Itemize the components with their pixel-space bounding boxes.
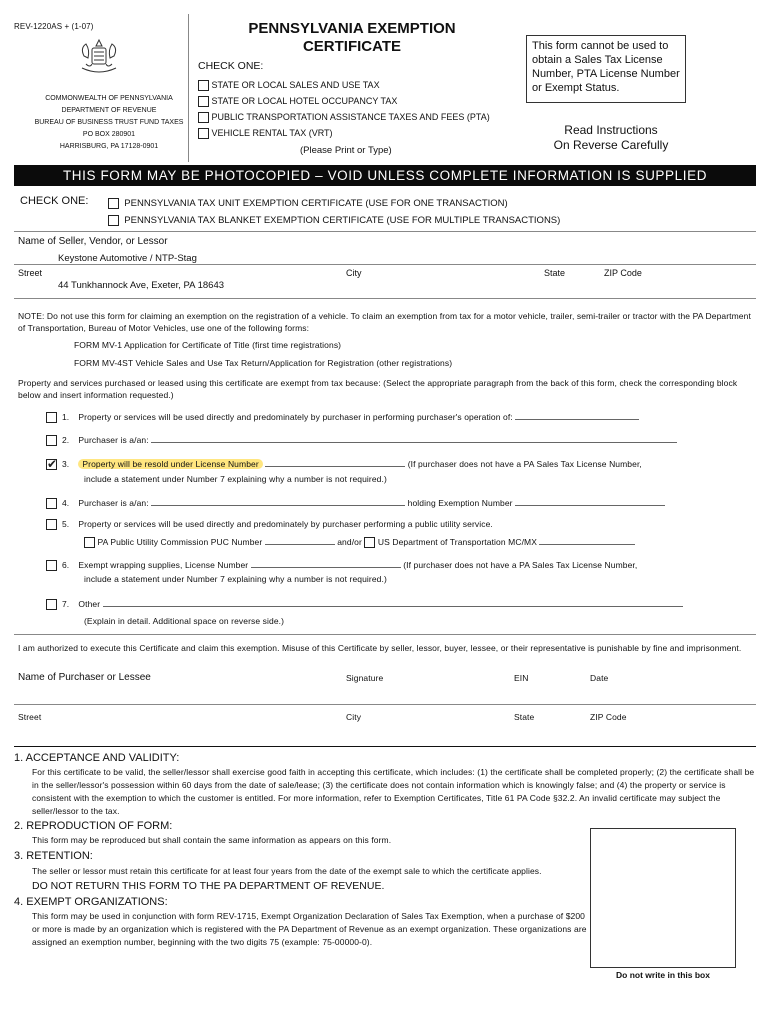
reason-1 xyxy=(46,410,756,423)
agency-line: BUREAU OF BUSINESS TRUST FUND TAXES xyxy=(34,119,184,126)
divider xyxy=(14,634,756,635)
reason-text: holding Exemption Number xyxy=(407,498,513,508)
office-use-box xyxy=(590,828,736,968)
exemption-number-field[interactable] xyxy=(515,496,665,506)
instruction-heading-text: RETENTION: xyxy=(26,850,93,862)
cert-type-option[interactable] xyxy=(108,195,560,212)
instruction-number: 1. xyxy=(14,752,24,764)
instruction-heading-3 xyxy=(14,850,588,862)
header-divider xyxy=(188,14,189,162)
reason-number: 1. xyxy=(61,412,70,422)
operation-field[interactable] xyxy=(515,410,639,420)
notice-box: This form cannot be used to obtain a Sales Tax License Number, PTA License Number or Exempt Status. xyxy=(526,35,686,103)
reason-5 xyxy=(46,519,756,530)
reason-number: 5. xyxy=(61,519,70,529)
reason-text-highlighted: Property will be resold under License Number xyxy=(78,459,262,469)
title-line-2: CERTIFICATE xyxy=(302,38,402,55)
reason-7-note: (Explain in detail. Additional space on reverse side.) xyxy=(84,616,285,626)
checkbox[interactable] xyxy=(84,537,95,548)
do-not-return-notice: DO NOT RETURN THIS FORM TO THE PA DEPARTMENT OF REVENUE. xyxy=(32,880,385,892)
tax-type-label: STATE OR LOCAL HOTEL OCCUPANCY TAX xyxy=(211,96,398,106)
purchaser-type-field-2[interactable] xyxy=(151,496,405,506)
reason-4 xyxy=(46,496,756,509)
check-one-label-2: CHECK ONE: xyxy=(20,195,89,207)
reason-text: (If purchaser does not have a PA Sales Tax License Number, xyxy=(403,560,638,570)
reason-number: 3. xyxy=(61,459,70,469)
reason-6 xyxy=(46,558,756,571)
purchaser-city-label: City xyxy=(346,712,362,722)
instruction-heading-4 xyxy=(14,896,588,908)
tax-type-label: STATE OR LOCAL SALES AND USE TAX xyxy=(211,80,380,90)
note-text: NOTE: Do not use this form for claiming an exemption on the registration of a vehicle. To claim an exemption from tax for a motor vehicle, trailer, semi-trailer or tractor with the PA Department of Transportation, Bureau of Motor Vehicles, use one of the following forms: xyxy=(18,311,751,333)
print-note: (Please Print or Type) xyxy=(300,145,392,156)
seller-name-label: Name of Seller, Vendor, or Lessor xyxy=(18,236,168,247)
agency-line: COMMONWEALTH OF PENNSYLVANIA xyxy=(45,95,173,102)
checkbox[interactable] xyxy=(198,128,209,139)
reason-3 xyxy=(46,457,756,470)
reason-number: 7. xyxy=(61,599,70,609)
instruction-heading-text: REPRODUCTION OF FORM: xyxy=(26,820,173,832)
checkbox-checked[interactable] xyxy=(46,459,57,470)
seller-street-field[interactable]: 44 Tunkhannock Ave, Exeter, PA 18643 xyxy=(58,280,225,291)
instruction-heading-1 xyxy=(14,752,756,764)
read-instructions-line: On Reverse Carefully xyxy=(553,138,669,152)
seller-zip-label: ZIP Code xyxy=(604,268,642,278)
title-line-1: PENNSYLVANIA EXEMPTION xyxy=(248,20,456,37)
property-text: Property and services purchased or leased using this certificate are exempt from tax because: (Select the appropriate paragraph from the back of this form, check the corresponding block below and insert information requested.) xyxy=(18,378,738,400)
checkbox[interactable] xyxy=(198,112,209,123)
agency-line: PO BOX 280901 xyxy=(82,131,136,138)
read-instructions xyxy=(526,123,696,153)
checkbox[interactable] xyxy=(108,198,119,209)
instruction-heading-text: ACCEPTANCE AND VALIDITY: xyxy=(25,752,180,764)
form-mv4st: FORM MV-4ST Vehicle Sales and Use Tax Return/Application for Registration (other registrations) xyxy=(74,358,453,368)
check-one-label: CHECK ONE: xyxy=(198,60,264,72)
checkbox[interactable] xyxy=(198,96,209,107)
instruction-body-4: This form may be used in conjunction with form REV-1715, Exempt Organization Declaration of Sales Tax Exemption, when a purchase of $200 or more is made by an organization which is registered with the PA Department of Revenue as an exempt organization. These organizations are assigned an exemption number, beginning with the two digits 75 (example: 75-00000-0). xyxy=(32,911,587,947)
instructions-lower xyxy=(14,820,588,949)
seller-name-field[interactable]: Keystone Automotive / NTP-Stag xyxy=(58,253,197,264)
reason-text: Other xyxy=(78,599,101,609)
reason-text: Purchaser is a/an: xyxy=(78,435,149,445)
other-field[interactable] xyxy=(103,597,683,607)
agency-line: DEPARTMENT OF REVENUE xyxy=(61,107,157,114)
divider xyxy=(14,298,756,299)
tax-type-option[interactable] xyxy=(198,93,490,109)
purchaser-street-label: Street xyxy=(18,712,42,722)
reason-text: PA Public Utility Commission PUC Number xyxy=(97,537,263,547)
form-mv1: FORM MV-1 Application for Certificate of Title (first time registrations) xyxy=(74,340,342,350)
form-code: REV-1220AS + (1-07) xyxy=(14,22,94,31)
seller-city-label: City xyxy=(346,268,362,278)
agency-address xyxy=(14,93,204,153)
signature-label: Signature xyxy=(346,673,384,683)
instruction-number: 2. xyxy=(14,820,24,832)
cert-type-option[interactable] xyxy=(108,212,560,229)
checkbox[interactable] xyxy=(108,215,119,226)
read-instructions-line: Read Instructions xyxy=(564,123,658,137)
seller-state-label: State xyxy=(544,268,566,278)
divider xyxy=(14,746,756,747)
authorized-text: I am authorized to execute this Certificate and claim this exemption. Misuse of this Certificate by seller, lessor, buyer, lessee, or their representative is punishable by fine and imprisonment. xyxy=(18,643,742,653)
reason-text: (If purchaser does not have a PA Sales Tax License Number, xyxy=(407,459,642,469)
checkbox[interactable] xyxy=(46,519,57,530)
instruction-body-2: This form may be reproduced but shall contain the same information as appears on this form. xyxy=(32,835,392,845)
divider xyxy=(14,231,756,232)
reason-3-note: include a statement under Number 7 explaining why a number is not required.) xyxy=(84,474,387,484)
tax-type-label: VEHICLE RENTAL TAX (VRT) xyxy=(211,128,333,138)
purchaser-name-label: Name of Purchaser or Lessee xyxy=(18,672,151,683)
tax-type-option[interactable] xyxy=(198,109,490,125)
purchaser-state-label: State xyxy=(514,712,535,722)
checkbox[interactable] xyxy=(46,498,57,509)
reason-text: and/or xyxy=(337,537,362,547)
do-not-write-label: Do not write in this box xyxy=(616,970,710,980)
reason-number: 2. xyxy=(61,435,70,445)
pa-seal-icon xyxy=(76,38,122,76)
reason-number: 4. xyxy=(61,498,70,508)
purchaser-type-field[interactable] xyxy=(151,433,677,443)
date-label: Date xyxy=(590,673,609,683)
instruction-heading-2 xyxy=(14,820,588,832)
seller-street-label: Street xyxy=(18,268,43,278)
divider xyxy=(14,264,756,265)
puc-number-field[interactable] xyxy=(265,535,335,545)
reason-text: Purchaser is a/an: xyxy=(78,498,149,508)
divider xyxy=(14,704,756,705)
cert-type-list xyxy=(108,195,560,229)
tax-type-option[interactable] xyxy=(198,125,490,141)
reason-text: Exempt wrapping supplies, License Number xyxy=(78,560,249,570)
reason-5-sub xyxy=(84,535,756,548)
tax-type-label: PUBLIC TRANSPORTATION ASSISTANCE TAXES AND FEES (PTA) xyxy=(211,112,490,122)
checkbox[interactable] xyxy=(198,80,209,91)
void-banner: THIS FORM MAY BE PHOTOCOPIED – VOID UNLESS COMPLETE INFORMATION IS SUPPLIED xyxy=(14,165,756,186)
reason-text: Property or services will be used directly and predominately by purchaser in performing purchaser's operation of: xyxy=(78,412,513,422)
reason-7 xyxy=(46,597,756,610)
agency-line: HARRISBURG, PA 17128-0901 xyxy=(59,143,159,150)
instruction-number: 3. xyxy=(14,850,24,862)
reason-text: US Department of Transportation MC/MX xyxy=(377,537,537,547)
reason-6-note: include a statement under Number 7 explaining why a number is not required.) xyxy=(84,574,387,584)
instructions xyxy=(14,752,756,818)
instruction-body-1: For this certificate to be valid, the seller/lessor shall exercise good faith in accepting this certificate, which includes: (1) the certificate shall be completed properly; (2) the certificate shall be in the seller/lessor's possession within 60 days from the date of sale/lease; (3) the certificate does not contain information which is knowingly false; and (4) the property or service is consistent with the exemption to which the customer is entitled. For more information, refer to Exemption Certificates, Title 61 PA Code §32.2. An invalid certificate may subject the seller/lessor to the tax. xyxy=(32,767,755,816)
ein-label: EIN xyxy=(514,673,529,683)
checkbox[interactable] xyxy=(46,412,57,423)
form-title xyxy=(196,20,508,56)
reason-text: Property or services will be used directly and predominately by purchaser performing a public utility service. xyxy=(78,519,493,529)
tax-type-list xyxy=(198,77,490,141)
checkbox[interactable] xyxy=(364,537,375,548)
checkbox[interactable] xyxy=(46,435,57,446)
mcmx-number-field[interactable] xyxy=(539,535,635,545)
cert-type-label: PENNSYLVANIA TAX BLANKET EXEMPTION CERTIFICATE (USE FOR MULTIPLE TRANSACTIONS) xyxy=(124,215,561,226)
wrapping-license-field[interactable] xyxy=(251,558,401,568)
license-number-field[interactable] xyxy=(265,457,405,467)
cert-type-label: PENNSYLVANIA TAX UNIT EXEMPTION CERTIFICATE (USE FOR ONE TRANSACTION) xyxy=(124,198,508,209)
tax-type-option[interactable] xyxy=(198,77,490,93)
reason-number: 6. xyxy=(61,560,70,570)
instruction-body-3: The seller or lessor must retain this certificate for at least four years from the date of the exempt sale to which the certificate applies. xyxy=(32,866,542,876)
purchaser-zip-label: ZIP Code xyxy=(590,712,627,722)
checkbox[interactable] xyxy=(46,560,57,571)
instruction-number: 4. xyxy=(14,896,24,908)
reason-2 xyxy=(46,433,756,446)
checkbox[interactable] xyxy=(46,599,57,610)
instruction-heading-text: EXEMPT ORGANIZATIONS: xyxy=(26,896,168,908)
